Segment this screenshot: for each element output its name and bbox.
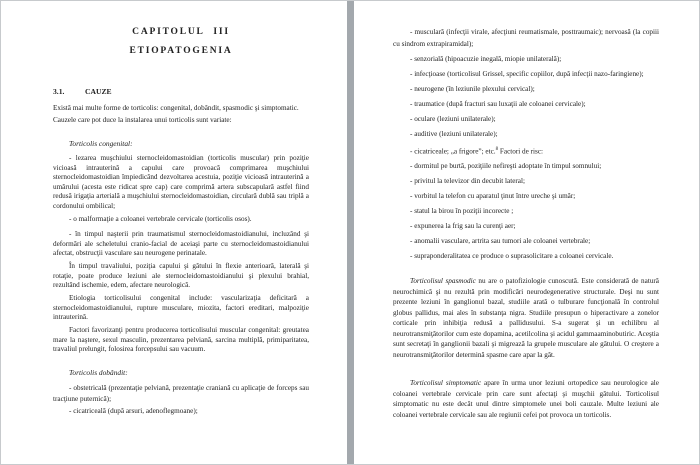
risk-bullet: - supraponderalitatea ce produce o suprasolicitare a coloanei cervicale.	[410, 251, 614, 260]
section-heading	[53, 87, 309, 96]
spasmodic-lead: Torticolisul spasmodic	[410, 277, 476, 286]
cause-bullet: - oculare (leziuni unilaterale);	[410, 114, 496, 123]
section-number: 3.1.	[53, 87, 65, 96]
risk-factors-label: Factori de risc:	[498, 146, 544, 155]
section-title: CAUZE	[85, 87, 112, 96]
risk-bullet: - privitul la televizor din decubit lateral;	[410, 176, 525, 185]
cause-bullet: - infecţioase (torticolisul Grissel, specific copiilor, după infecţii nazo-faringiene);	[410, 69, 644, 78]
risk-bullet: - dormitul pe burtă, poziţiile nefireşti adoptate în timpul somnului;	[410, 161, 602, 170]
congenital-item: - în timpul naşterii prin traumatismul sternocleidomastoidianului, incluzând şi deformări ale scheletului cranio-facial de aceiaşi parte cu sternocleidomastoidianului afectat, obstrucţii vasculare sau neurogene perinatale.	[53, 230, 309, 257]
chapter-subtitle: ETIOPATOGENIA	[129, 46, 233, 56]
cause-bullet: - traumatice (după fracturi sau luxaţii ale coloanei cervicale);	[410, 99, 586, 108]
spasmodic-paragraph	[393, 276, 659, 360]
intro-line: Cauzele care pot duce la instalarea unui torticolis sunt variate:	[53, 115, 232, 124]
acquired-item: - obstetricală (prezentaţie pelviană, prezentaţie craniană cu aplicaţie de forceps sau tracţiune puternică);	[53, 383, 309, 403]
page-right	[354, 1, 699, 464]
frigore-text: - cicatriceale; „a frigore”; etc.	[410, 146, 496, 155]
congenital-item: - o malformaţie a coloanei vertebrale cervicale (torticolis osos).	[69, 214, 252, 223]
footnote-marker: 8	[495, 146, 499, 152]
simptomatic-lead: Torticolisul simptomatic	[410, 379, 482, 388]
acquired-heading: Torticolis dobândit:	[69, 367, 128, 377]
acquired-item: - cicatriceală (după arsuri, adenoflegmoane);	[69, 406, 198, 415]
risk-bullet: - vorbitul la telefon cu aparatul ţinut între ureche şi umăr;	[410, 191, 576, 200]
simptomatic-text: apare în urma unor leziuni ortopedice sau neurologice ale coloanei vertebrale cervicale prin care sunt afectaţi şi muşchii gâtului. Torticolisul simptomatic nu este decât unul dintre simptomele unei boli cauzale. Multe leziuni ale coloanei vertebrale cervicale sau ale regiunii cefei pot provoca un torticolis.	[393, 379, 659, 419]
congenital-heading: Torticolis congenital:	[69, 139, 133, 148]
simptomatic-paragraph	[393, 378, 659, 420]
page-left	[1, 1, 347, 464]
cause-bullet: - musculară (infecţii virale, afecţiuni reumatismale, posttraumaic); nervoasă (la copiii cu sindrom extrapiramidal);	[393, 28, 659, 48]
intro-line: Există mai multe forme de torticolis: congenital, dobândit, spasmodic şi simptomatic.	[53, 104, 299, 112]
cause-bullet-frigore	[393, 144, 659, 158]
risk-bullet: - anomalii vasculare, artrita sau tumori ale coloanei vertebrale;	[410, 236, 591, 245]
paragraph: Factori favorizanţi pentru producerea torticolisului muscular congenital: greutatea mare la naştere, sexul masculin, prezentarea pelviană, sarcina multiplă, primiparitatea, travaliul prelungit, folosirea forcepsului sau vacuum.	[53, 326, 309, 353]
chapter-title: CAPITOLUL III	[132, 27, 230, 37]
risk-bullet: - expunerea la frig sau la curenţi aer;	[410, 221, 516, 230]
cause-bullet: - senzorială (hipoacuzie inegală, miopie unilaterală);	[410, 54, 562, 63]
paragraph: În timpul travaliului, poziţia capului şi gâtului în flexie anterioară, laterală şi rotaţie, poate produce leziuni ale sternocleidomastoidianului şi plexului brahial, rezultând ischemie, edem, afectare neurologică.	[53, 262, 309, 289]
cause-bullet: - auditive (leziuni unilaterale);	[410, 129, 498, 138]
risk-bullet: - statul la birou în poziţii incorecte ;	[410, 206, 514, 215]
paragraph: Etiologia torticolisului congenital include: vascularizaţia deficitară a sternocleidomastoidianului, rupture musculare, miozita, factori ereditari, malpoziţie intrauterină.	[53, 294, 309, 321]
cause-bullet: - neurogene (în leziunile plexului cervical);	[410, 84, 535, 93]
congenital-item: - lezarea muşchiului sternocleidomastoidian (torticolis muscular) prin poziţie vicioasă intrauterină a capului care provoacă comprimarea muşchiului sternocleidomastoidian împiedicând dezvoltarea acestuia, poziţie vicioasă intrauterină a umărului (acesta este ridicat spre cap) care comprimă artera subscapulară astfel fiind redusă irigaţia arterială a muşchiului sternocleidomastoidian, circulară dublă sau triplă a cordonului ombilical;	[53, 154, 309, 210]
page-gutter	[347, 1, 354, 464]
spasmodic-text: nu are o patofiziologie cunoscută. Este considerată de natură neurochimică şi nu rezultă prin modificări neurodegenerative structurale. Deşi nu sunt prezente leziuni în ganglionul bazal, studiile arată o tulburare funcţională în controlul globus pallidus, mai ales în substanţa nigra. Studiile presupun o hiperactivare a zonelor corticale prin inhibiţia redusă a pallidusului. S-a sugerat şi un echilibru al neurotransmiţătorilor cum este dopamina, acetilcolina şi acidul gammaaminobutiric. Aceştia sunt secretaţi în ganglionii bazali şi migrează la grupele musculare ale gâtului. O creştere a neurotransmiţătorilor determină spasme care apar la gât.	[393, 277, 659, 359]
